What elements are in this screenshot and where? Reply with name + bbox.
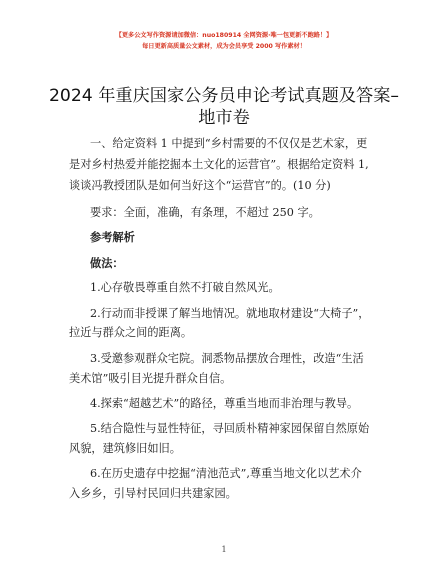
requirement-text: 要求：全面，准确，有条理，不超过 250 字。 <box>90 206 320 219</box>
answer-item-3-continued: 美术馆”吸引目光提升群众自信。 <box>69 372 232 385</box>
answer-item-2: 2.行动而非授课了解当地情况。就地取材建设“大椅子”， <box>90 307 370 320</box>
question-line-3: 谈谈冯教授团队是如何当好这个“运营官”的。(10 分) <box>69 179 331 192</box>
promo-line-2: 每日更新高质量公文素材，成为会员享受 2000 写作素材！ <box>142 43 306 50</box>
answer-item-5: 5.结合隐性与显性特征，寻回质朴精神家园保留自然原始 <box>90 422 370 435</box>
document-title-continued: 地市卷 <box>198 108 250 128</box>
question-line-1: 一、给定资料 1 中提到“乡村需要的不仅仅是艺术家，更 <box>90 137 368 150</box>
page-number: 1 <box>221 545 227 554</box>
answer-item-3: 3.受邀参观群众宅院。洞悉物品摆放合理性，改造“生活 <box>90 352 364 365</box>
answer-item-1: 1.心存敬畏尊重自然不打破自然风光。 <box>90 281 280 294</box>
analysis-heading: 参考解析 <box>90 230 135 244</box>
promo-line-1: 【更多公文写作资源请加微信：nuo180914 全网资源·唯一包更新不跑路！】 <box>115 32 333 39</box>
answer-item-4: 4.探索“超越艺术”的路径，尊重当地而非治理与教导。 <box>90 397 359 410</box>
answer-item-6-continued: 入乡乡，引导村民回归共建家园。 <box>69 487 237 500</box>
answer-item-6: 6.在历史遗存中挖掘“清池范式”,尊重当地文化以艺术介 <box>90 467 362 480</box>
answer-item-2-continued: 拉近与群众之间的距离。 <box>69 326 193 339</box>
document-title: 2024 年重庆国家公务员申论考试真题及答案– <box>49 86 399 106</box>
question-line-2: 是对乡村热爱并能挖掘本土文化的运营官”。根据给定资料 1, <box>69 158 369 171</box>
method-heading: 做法： <box>90 256 124 270</box>
answer-item-5-continued: 风貌，建筑修旧如旧。 <box>69 442 181 455</box>
